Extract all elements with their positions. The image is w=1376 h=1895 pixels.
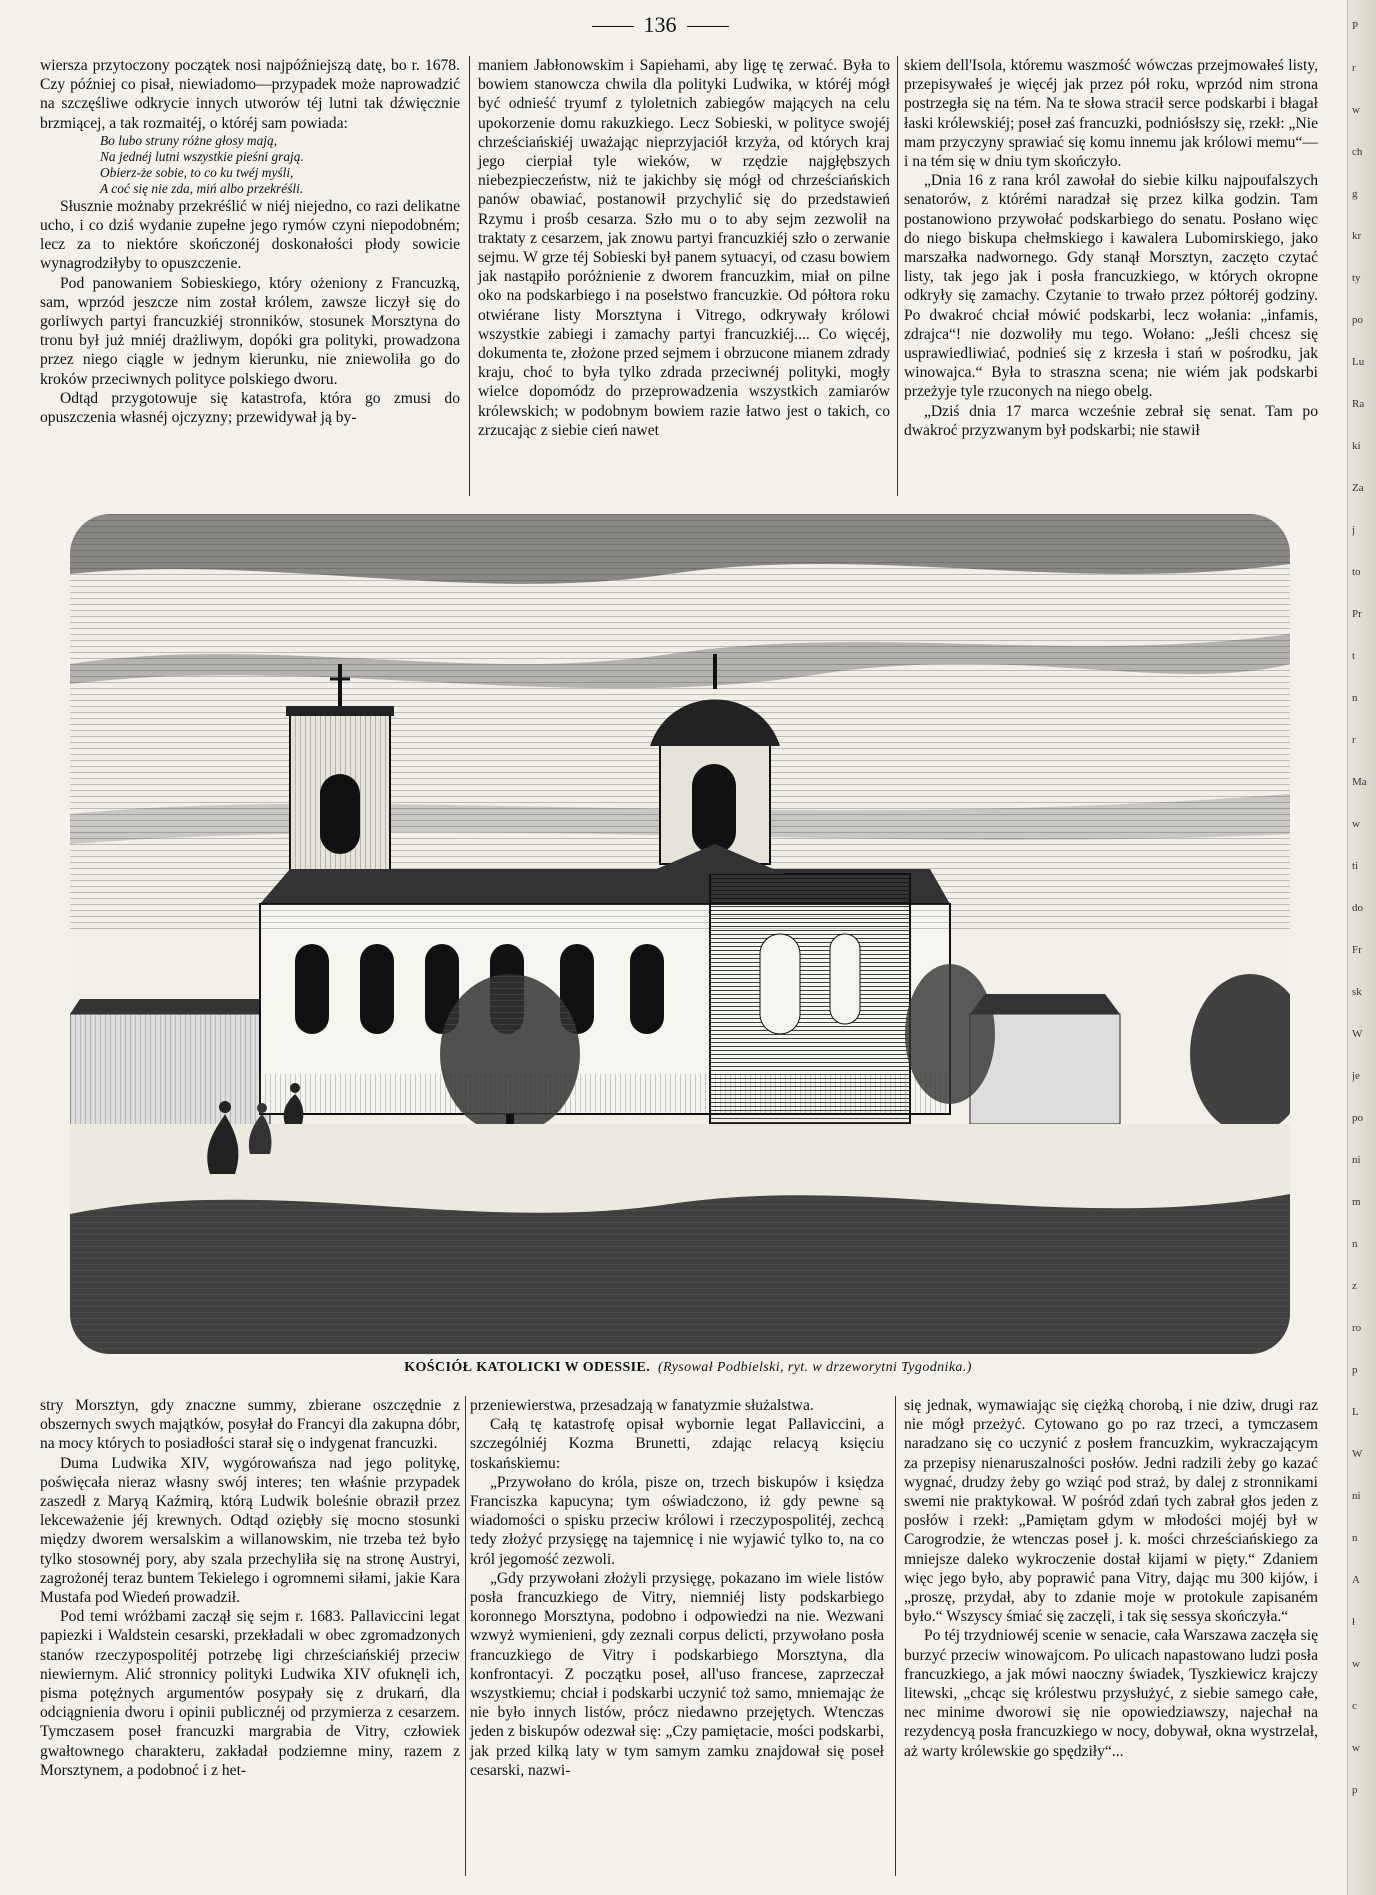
paragraph: skiem dell'Isola, któremu waszmość wówczas przejmowałeś listy, przepisywałeś je więcéj jak przez pół roku, wprzód nim strona postrzegła się na tém. Na te słowa stracił serce podskarbi i błagał łaski królewskiéj; poseł zaś francuzki, podniósłszy się, rzekł: „Nie mam przyczyny sprawiać się komu innemu jak królowi memu“—i na tém się w dniu tym skończyło. — [904, 57, 1318, 171]
edge-fragment: ti — [1352, 860, 1359, 872]
edge-fragment: Lu — [1352, 356, 1365, 368]
edge-fragment: Ra — [1352, 398, 1365, 410]
edge-fragment: kr — [1352, 230, 1362, 242]
column-divider — [465, 1396, 466, 1876]
edge-fragment: ch — [1352, 146, 1363, 158]
edge-fragment: j — [1352, 524, 1356, 536]
edge-fragment: p — [1352, 1784, 1358, 1796]
column-divider — [469, 56, 470, 496]
verse-line: Obierz-że sobie, to co ku twéj myśli, — [100, 164, 294, 180]
edge-fragment: ni — [1352, 1154, 1361, 1166]
bottom-column-3 — [904, 1396, 1318, 1761]
edge-fragment: W — [1352, 1028, 1363, 1040]
edge-fragment: w — [1352, 818, 1360, 830]
paragraph: Duma Ludwika XIV, wygórowańsza nad jego politykę, poświęcała nieraz własny swój interes; ten właśnie przypadek zaszedł z Maryą Kaźmirą, którą Ludwik boleśnie obraził przez lekceważenie jéj krewnych. Odtąd oziębły się mocno stosunki między dworem wersalskim a willanowskim, nie trzeba też było tylko stosownéj pory, aby szala przechyliła się na stronę Austryi, zagrożonéj teraz buntem Tekielego i ogromnemi siłami, jakie Kara Mustafa pod Wiedeń prowadził. — [40, 1454, 460, 1607]
top-column-3 — [904, 56, 1318, 440]
paragraph: „Dnia 16 z rana król zawołał do siebie kilku najpoufalszych senatorów, z którémi naradzał się przez kilka godzin. Tam postanowiono przywołać podskarbiego do senatu. Posłano więc do niego biskupa chełmskiego i kawalera Lubomirskiego, jako marszałka nadwornego. Gdy stanął Morsztyn, zaczęto czytać listy, tak jego jak i posła francuzkiego, w których okropne odkryły się zamachy. Czytanie to trwało przez półtoréj godziny. Po dwakroć chciał mówić podskarbi, lecz wołania: „infamis, zdrajca“! nie dozwoliły mu tego. Wołano: „Jeśli chcesz się usprawiedliwiać, podnieś się z krzesła i stań w pośrodku, jak winowajca.“ Była to straszna scena; nie wiém jak podskarbi przeżyje tyle rzuconych na niego obelg. — [904, 172, 1318, 401]
column-divider — [897, 56, 898, 496]
edge-fragment: r — [1352, 734, 1356, 746]
verse-line: Na jednéj lutni wszystkie pieśni grają. — [100, 148, 304, 164]
edge-fragment: z — [1352, 1280, 1357, 1292]
edge-fragment: w — [1352, 1658, 1360, 1670]
edge-fragment: ty — [1352, 272, 1361, 284]
caption-credit: (Rysował Podbielski, ryt. w drzeworytni Tygodnika.) — [657, 1360, 972, 1375]
edge-fragment: n — [1352, 1532, 1358, 1544]
paragraph: maniem Jabłonowskim i Sapiehami, aby ligę tę zerwać. Była to bowiem stanowcza chwila dla polityki Ludwika, w któréj mógł być odnieść tryumf z tyloletnich zabiegów mających na celu upokorzenie domu rakuzkiego. Lecz Sobieski, w polityce swojéj chrześciańskiéj uważając nieprzyjaciół krzyża, od których kraj jego cierpiał tyle wieków, w rzędzie najgłębszych niebezpieczeństw, niż te jakichby się mógł od chrześciańskich panów obawiać, postanowił przychylić się do przedstawień Rzymu i prośb cesarza. Szło mu o to aby sejm zezwolił na traktaty z cesarzem, jak znowu partyi francuzkiéj szło o zerwanie sejmu. W grze téj Sobieski był panem sytuacyi, od czasu bowiem jak nastąpiło poróżnienie z dworem francuzkim, miał on pilne oko na podskarbiego i na posełstwo francuzkie. Od półtora roku otwiérane listy Morsztyna i Vitrego, odkrywały królowi wszystkie zabiegi i zamachy partyi francuzkiéj.... Co więcéj, dokumenta te, złożone przed sejmem i obrzucone mianem zdrady kraju, choć to była tylko zdrada przeciwnéj polityki, mogły wielce dopomódz do przeprowadzenia wszystkich zamiarów królewskich; w podobnym bowiem razie łatwo jest o takich, co zrzucając z siebie cień nawet — [478, 57, 890, 439]
page-number-rule-right — [687, 26, 729, 27]
adjacent-page-edge — [1347, 0, 1376, 1895]
edge-fragment: do — [1352, 902, 1363, 914]
verse-line: A coć się nie zda, miń albo przekréśli. — [100, 180, 304, 196]
edge-fragment: w — [1352, 1742, 1360, 1754]
bottom-column-1 — [40, 1396, 460, 1780]
paragraph: Po téj trzydniowéj scenie w senacie, cała Warszawa zaczęła się burzyć przeciw winowajcom. Po ulicach napastowano ludzi posła francuzkiego, a jak mówi naoczny świadek, Tyszkiewicz krajczy litewski, „chcąc się królestwu przysłużyć, z siebie samego całe, nec minime dworowi się nie opowiedziawszy, najechał na rezydencyą posła francuzkiego w nocy, dobywał, okna wystrzelał, aż warty królewskie go spędziły“... — [904, 1627, 1318, 1760]
edge-fragment: po — [1352, 314, 1363, 326]
engraving-svg — [70, 514, 1290, 1354]
edge-fragment: c — [1352, 1700, 1357, 1712]
engraving-caption — [0, 1360, 1376, 1376]
paragraph: Odtąd przygotowuje się katastrofa, która go zmusi do opuszczenia własnéj ojczyzny; przewidywał ją by- — [40, 389, 460, 427]
edge-fragment: w — [1352, 104, 1360, 116]
paragraph: Pod panowaniem Sobieskiego, który ożeniony z Francuzką, sam, wprzód jeszcze nim został królem, zawsze liczył się do gorliwych partyi francuzkiéj stronników, stosunek Morsztyna do tronu był już mniéj drażliwym, dopóki gra polityki, prowadzona przez niego ciągle w jednym kierunku, nie zniewoliła go do kroków przeciwnych polityce polskiego dworu. — [40, 274, 460, 388]
verse-line: Bo lubo struny różne głosy mają, — [100, 132, 278, 148]
edge-fragment: g — [1352, 188, 1358, 200]
edge-fragment: ni — [1352, 1490, 1361, 1502]
edge-fragment: t — [1352, 650, 1356, 662]
edge-fragment: Za — [1352, 482, 1364, 494]
edge-fragment: po — [1352, 1112, 1363, 1124]
page-number-text: 136 — [643, 12, 677, 37]
edge-fragment: p — [1352, 1364, 1358, 1376]
top-column-1 — [40, 56, 460, 427]
church-engraving — [70, 514, 1290, 1354]
paragraph: Całą tę katastrofę opisał wybornie legat Pallaviccini, a szczególniéj Kozma Brunetti, zdając relacyą księciu toskańskiemu: — [470, 1416, 884, 1472]
edge-fragment: r — [1352, 62, 1356, 74]
page-number — [580, 12, 740, 38]
top-column-2 — [478, 56, 890, 440]
edge-fragment: je — [1352, 1070, 1360, 1082]
page-number-rule-left — [592, 26, 634, 27]
edge-fragment: Pr — [1352, 608, 1362, 620]
paragraph: Pod temi wróżbami zaczął się sejm r. 1683. Pallaviccini legat papiezki i Waldstein cesarski, przekładali w obec zgromadzonych stanów rzeczypospolitéj potrzebę ligi chrześciańskiéj przeciw niewiernym. Alić stronnicy polityki Ludwika XIV ofuknęli ich, pisma potężnych argumentów posypały się z drukarń, dla odciągnienia dworu i opinii publicznéj od przymierza z cesarzem. Tymczasem poseł francuzki margrabia de Vitry, człowiek gwałtownego charakteru, zakładał podziemne miny, razem z Morsztynem, a podobnoć i z het- — [40, 1608, 460, 1779]
edge-fragment: Fr — [1352, 944, 1362, 956]
paragraph: wiersza przytoczony początek nosi najpóźniejszą datę, bo r. 1678. Czy później co pisał, niewiadomo—przypadek może naprowadzić na szczęśliwe odkrycie innych utworów téj lutni tak dźwięcznie brzmiącej, a tak rozmaitéj, o któréj sam powiada: — [40, 57, 460, 132]
paragraph: przeniewierstwa, przesadzają w fanatyzmie służalstwa. — [470, 1397, 814, 1414]
edge-fragment: sk — [1352, 986, 1362, 998]
bottom-column-2 — [470, 1396, 884, 1780]
edge-fragment: n — [1352, 1238, 1358, 1250]
paragraph: Słusznie możnaby przekréślić w niéj niejedno, co razi delikatne ucho, i co dziś wydanie zupełne jego rymów czyni niepodobném; lecz za to niektóre skończonéj doskonałości płody sowicie wynagrodziłyby to opuszczenie. — [40, 197, 460, 273]
caption-title: KOŚCIÓŁ KATOLICKI W ODESSIE. — [404, 1360, 651, 1375]
paragraph: stry Morsztyn, gdy znaczne summy, zbierane oszczędnie z obszernych swych majątków, posyłał do Francyi dla zakupna dóbr, na mocy których to posiadłości starał się o indygenat francuzki. — [40, 1397, 460, 1453]
edge-fragment: ł — [1352, 1616, 1356, 1628]
edge-fragment: m — [1352, 1196, 1361, 1208]
column-divider — [895, 1396, 896, 1876]
edge-fragment: A — [1352, 1574, 1360, 1586]
adjacent-page-text — [1352, 20, 1374, 1880]
edge-fragment: to — [1352, 566, 1361, 578]
edge-fragment: ki — [1352, 440, 1361, 452]
paragraph: się jednak, wymawiając się ciężką chorobą, i nie dziw, drugi raz nie mógł przeżyć. Cytowano go po raz trzeci, a tymczasem naradzano się co uczynić z posłem francuzkim, wykraczającym za przepisy nienaruszalności posłów. Jedni radzili żeby go kazać wygnać, drudzy żeby go wziąć pod straż, by dalej z stronnikami swemi nie praktykował. W pośród zdań tych zabrał głos jeden z posłów i rzekł: „Pamiętam gdym w młodości mojéj był w Carogrodzie, że wtenczas poseł j. k. mości chrześciańskiego za mniejsze daleko wykroczenie dostał kijami w pięty.“ Zdaniem więc jego było, aby poprawić pana Vitry, dając mu 300 kijów, i „proszę, przydał, aby to zdanie moje w protokule zapisaném było.“ Wszyscy śmiać się zaczęli, i tak się sessya skończyła.“ — [904, 1397, 1318, 1626]
edge-fragment: n — [1352, 692, 1358, 704]
edge-fragment: Ma — [1352, 776, 1367, 788]
edge-fragment: L — [1352, 1406, 1359, 1418]
edge-fragment: P — [1352, 20, 1359, 32]
edge-fragment: W — [1352, 1448, 1363, 1460]
edge-fragment: ro — [1352, 1322, 1362, 1334]
paragraph: „Gdy przywołani złożyli przysięgę, pokazano im wiele listów posła francuzkiego de Vitry, niemniéj listy podskarbiego koronnego Morsztyna, podobno i odpowiedzi na nie. Wezwani wzwyż wymienieni, gdy zeznali corpus delicti, przywołano posła francuzkiego de Vitry i podskarbiego Morsztyna, dla konfrontacyi. Z początku poseł, all'uso francese, zaprzeczał wszystkiemu; chciał i podskarbi uczynić toż samo, mniemając że nie było innych listów, prócz niedawno przejętych. Wtenczas jeden z biskupów odezwał się: „Czy pamiętacie, mości podskarbi, jak przed kilką laty w tym samym zamku znajdował się poseł cesarski, nazwi- — [470, 1569, 884, 1779]
paragraph: „Dziś dnia 17 marca wcześnie zebrał się senat. Tam po dwakroć przyzwanym był podskarbi; nie stawił — [904, 402, 1318, 439]
paragraph: „Przywołano do króla, pisze on, trzech biskupów i księdza Franciszka kapucyna; tym oświadczono, iż gdy pewne są wiadomości o spisku przeciw królowi i rzeczypospolitéj, zechcą tedy złożyć przysięgę na tajemnicę i nie wyjawić tylko to, na co król jegomość zezwoli. — [470, 1473, 884, 1568]
